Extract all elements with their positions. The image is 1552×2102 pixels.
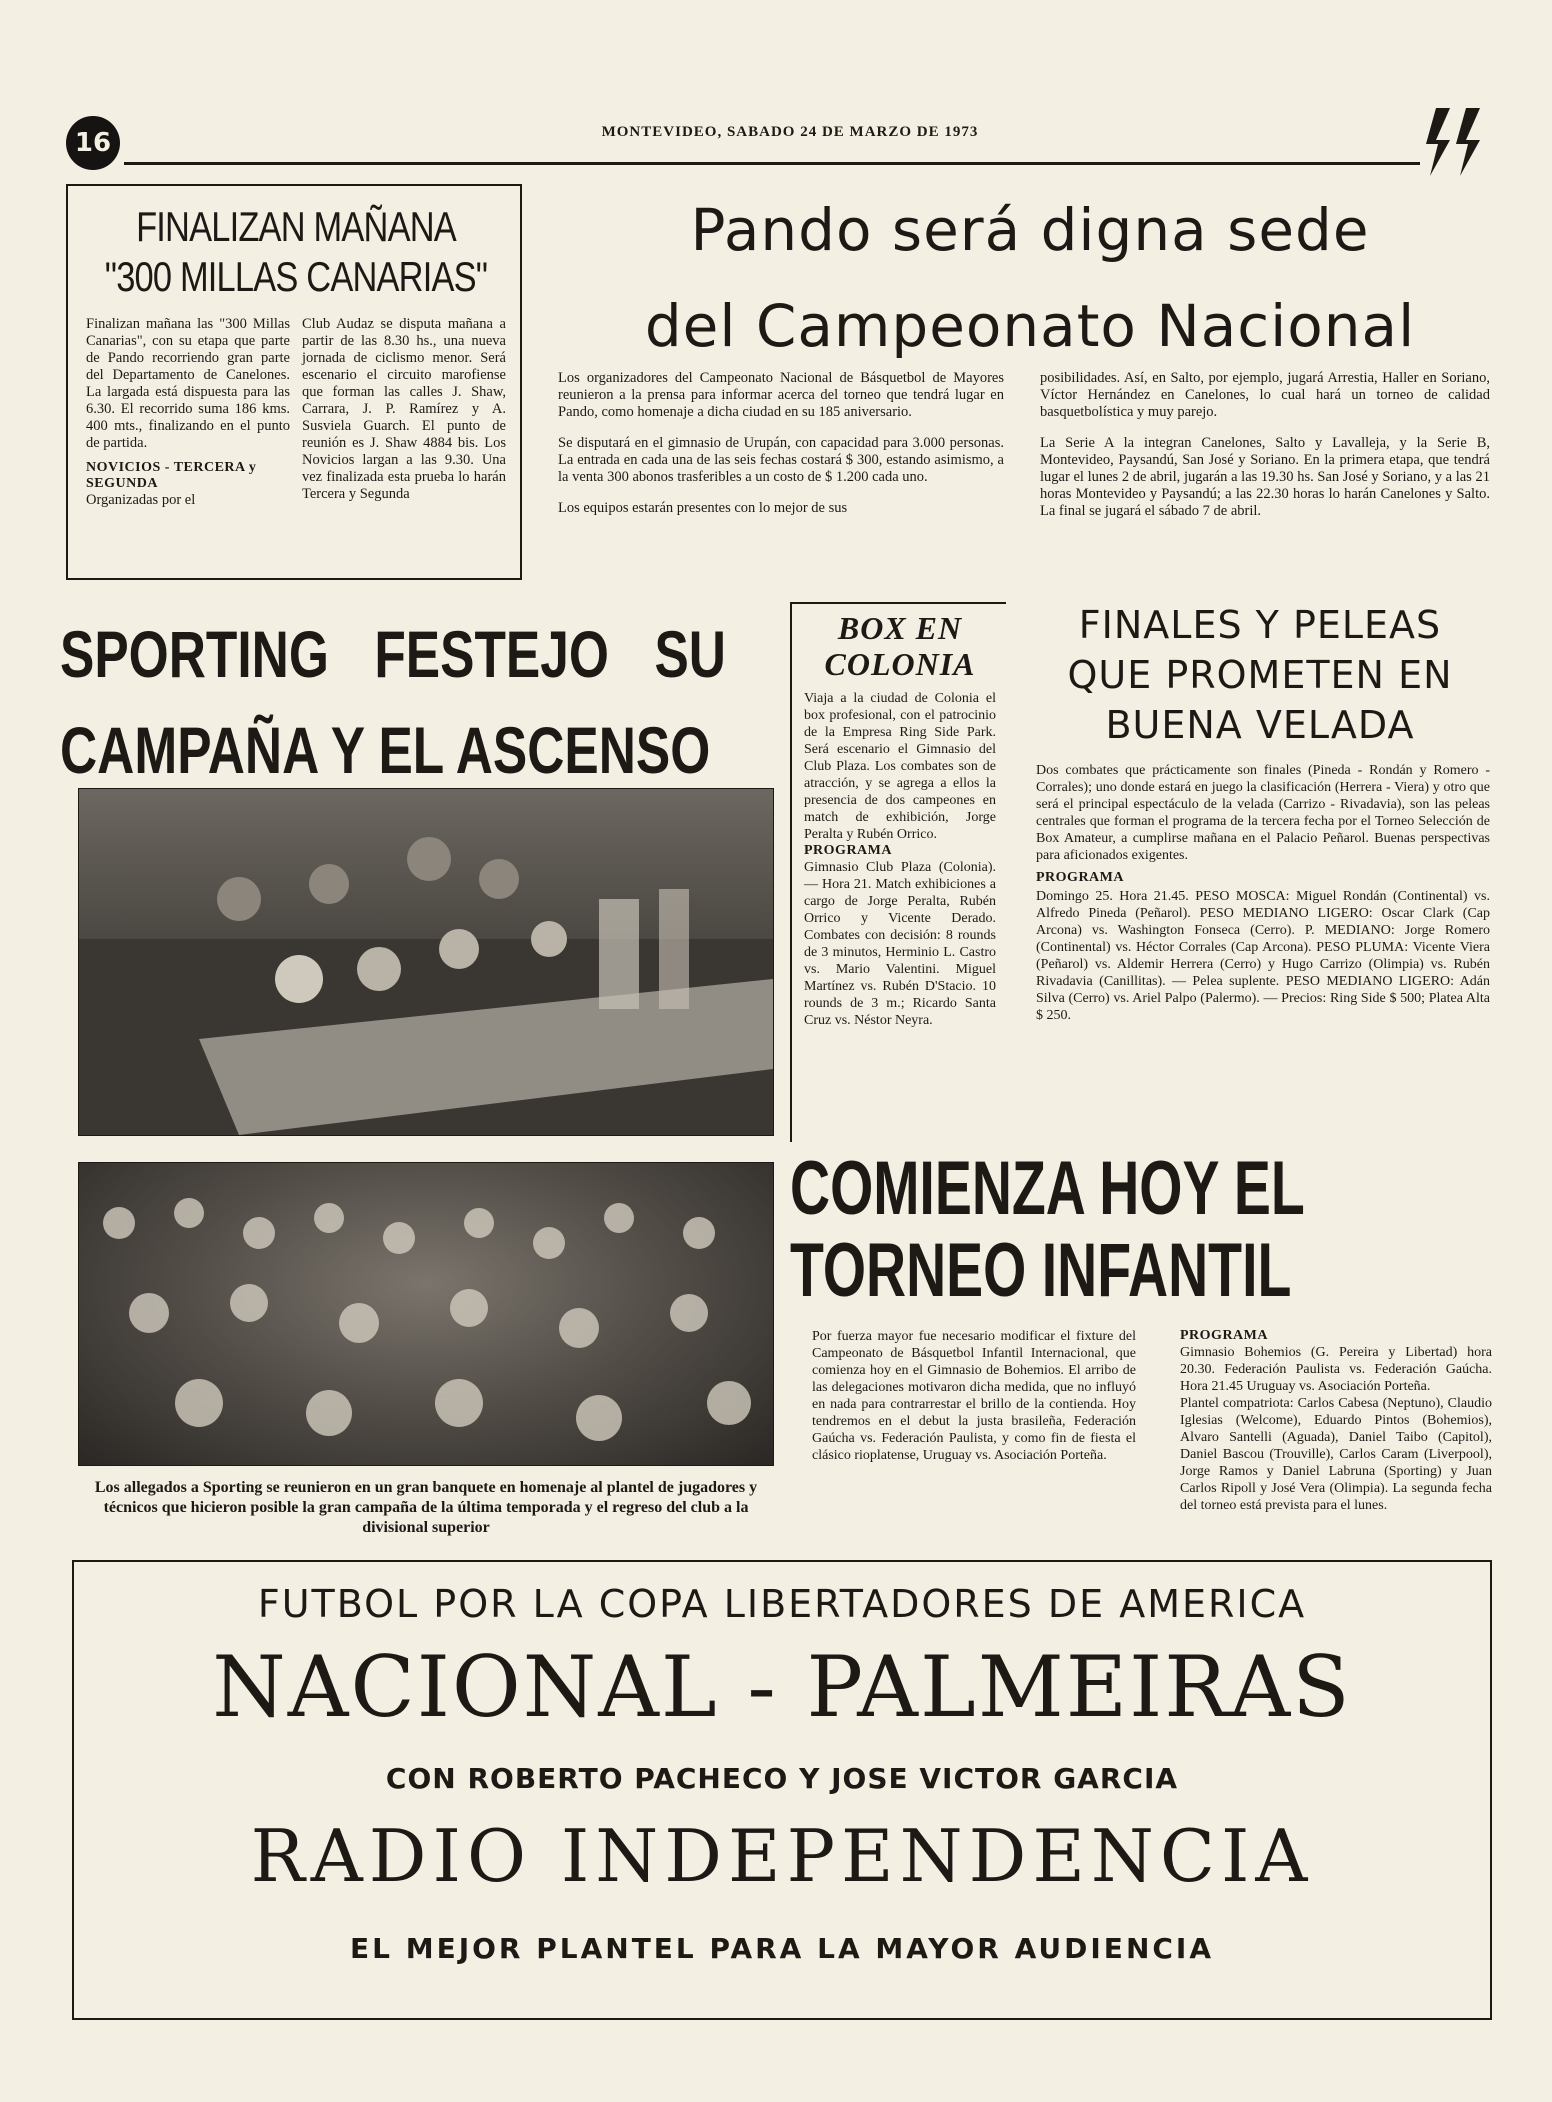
sporting-crowd-photo (78, 1162, 774, 1466)
pando-column-2 (1040, 370, 1490, 520)
pando-paragraph: Los organizadores del Campeonato Nacional de Básquetbol de Mayores reunieron a la prensa para informar acerca del torneo que tendrá lugar en Pando, como homenaje a dicha ciudad en su 185 aniversario. (558, 370, 1004, 420)
finales-headline-line-2: QUE PROMETEN EN (1067, 653, 1453, 697)
torneo-headline-line-1: COMIENZA HOY EL (790, 1146, 1305, 1231)
finales-paragraph: Domingo 25. Hora 21.45. PESO MOSCA: Miguel Rondán (Continental) vs. Alfredo Pineda (Peñarol). PESO MEDIANO LIGERO: Oscar Clark (Cap Arcona) vs. Washington Fonseca (Cerro). P. MEDIANO: Jorge Romero (Continental) vs. Héctor Corrales (Cap Arcona). PESO PLUMA: Vicente Viera (Peñarol) vs. Aldemir Herrera (Cerro) y Hugo Carrizo (Olimpia) vs. Rubén Rivadavia (Canillitas). — Pelea suplente. PESO MEDIANO LIGERO: Adán Silva (Cerro) vs. Ariel Palpo (Palermo). — Precios: Ring Side $ 500; Platea Alta $ 250. (1036, 889, 1490, 1023)
finales-paragraph: Dos combates que prácticamente son finales (Pineda - Rondán y Romero - Corrales); uno donde estará en juego la clasificación (Herrera - Viera) y otro que será el principal espectáculo de la velada (Carrizo - Rivadavia), son las peleas centrales que forman el programa de la tercera fecha por el Torneo Selección de Box Amateur, a cumplirse mañana en el Palacio Peñarol. Buenas perspectivas para aficionados exigentes. (1036, 763, 1490, 863)
ad-match-title: NACIONAL - PALMEIRAS (212, 1638, 1352, 1736)
crowd-photo-image (79, 1163, 773, 1465)
box-colonia-headline (804, 610, 996, 682)
sporting-headline (60, 606, 762, 798)
box-colonia-headline-line-2: COLONIA (824, 646, 976, 682)
millas-headline-line-2: "300 MILLAS CANARIAS" (104, 253, 488, 300)
millas-paragraph: Finalizan mañana las "300 Millas Canarias", con su etapa que parte de Pando recorriendo gran parte del Departamento de Canelones. La largada está dispuesta para las 6.30. El recorrido suma 186 kms. 400 mts., finalizando en el punto de partida. (86, 316, 290, 451)
page-number: 16 (66, 116, 120, 170)
sporting-headline-line-1: SPORTING FESTEJO SU (60, 617, 726, 691)
millas-column-1 (86, 316, 290, 509)
millas-article (66, 184, 522, 580)
pando-paragraph: La Serie A la integran Canelones, Salto y Lavalleja, y la Serie B, Montevideo, Paysandú, San José y Soriano. En la primera etapa, que tendrá lugar el lunes 2 de abril, jugarán a las 19.30 hs. San José y Soriano, y a las 21 horas Montevideo y Paysandú; a las 22.30 horas lo harán Canelones y Salto. La final se jugará el sábado 7 de abril. (1040, 435, 1490, 519)
box-colonia-article (790, 602, 1006, 1142)
torneo-paragraph: Plantel compatriota: Carlos Cabesa (Neptuno), Claudio Iglesias (Welcome), Eduardo Pintos (Bohemios), Alvaro Santelli (Aguada), Daniel Taibo (Capitol), Daniel Bascou (Trouville), Carlos Caram (Liverpool), Jorge Ramos y Daniel Labruna (Sporting) y Juan Carlos Ripoll y José Vera (Olimpia). La segunda fecha del torneo está prevista para el lunes. (1180, 1396, 1492, 1513)
torneo-column-2 (1180, 1328, 1492, 1514)
torneo-column-1 (812, 1328, 1136, 1464)
millas-columns (86, 316, 506, 509)
millas-headline-line-1: FINALIZAN MAÑANA (136, 203, 456, 250)
sporting-headline-line-2: CAMPAÑA Y EL ASCENSO (60, 713, 711, 787)
millas-subhead: NOVICIOS - TERCERA y SEGUNDA (86, 460, 257, 491)
finales-headline (1030, 600, 1490, 750)
dateline: MONTEVIDEO, SABADO 24 DE MARZO DE 1973 (601, 124, 979, 140)
millas-headline (79, 202, 514, 302)
radio-advertisement (72, 1560, 1492, 2020)
header-rule (124, 162, 1420, 165)
torneo-headline (790, 1148, 1520, 1312)
box-colonia-paragraph: Viaja a la ciudad de Colonia el box profesional, con el patrocinio de la Empresa Ring Side Park. Será escenario el Gimnasio del Club Plaza. Los combates son de atracción, y se agrega a ellos la presencia de dos campeones en match de exhibición, Jorge Peralta y Rubén Orrico. (804, 691, 996, 842)
finales-headline-line-3: BUENA VELADA (1105, 703, 1415, 747)
ad-line-1: FUTBOL POR LA COPA LIBERTADORES DE AMERICA (257, 1582, 1307, 1626)
millas-paragraph: Club Audaz se disputa mañana a partir de las 8.30 hs., una nueva jornada de ciclismo menor. Será escenario el circuito marofiense que forman las calles J. Shaw, Carrara, J. P. Ramírez y A. Susviela Guarch. El punto de reunión es J. Shaw 4884 bis. Los Novicios largan a las 9.30. Una vez finalizada esta prueba lo harán Tercera y Segunda (302, 316, 506, 502)
finales-subhead: PROGRAMA (1036, 870, 1124, 885)
pando-column-1 (558, 370, 1004, 517)
sporting-banquet-photo (78, 788, 774, 1136)
finales-body (1036, 762, 1490, 1024)
millas-column-2 (302, 316, 506, 509)
torneo-headline-line-2: TORNEO INFANTIL (790, 1228, 1292, 1313)
pando-paragraph: posibilidades. Así, en Salto, por ejemplo, jugará Arrestia, Haller en Soriano, Víctor Hernández en Canelones, lo cual hará un torneo de calidad basquetbolística y muy parejo. (1040, 370, 1490, 420)
finales-headline-line-1: FINALES Y PELEAS (1078, 603, 1442, 647)
millas-paragraph: Organizadas por el (86, 492, 196, 508)
sporting-photo-caption: Los allegados a Sporting se reunieron en un gran banquete en homenaje al plantel de jugadores y técnicos que hicieron posible la gran campaña de la última temporada y el regreso del club a la divisional superior (94, 1479, 758, 1536)
pando-headline (560, 182, 1500, 374)
box-colonia-headline-line-1: BOX EN (837, 610, 963, 646)
pando-paragraph: Se disputará en el gimnasio de Urupán, con capacidad para 3.000 personas. La entrada en cada una de las seis fechas costará $ 300, estando asimismo, a la venta 300 abonos trasferibles a un costo de $ 1.200 cada uno. (558, 435, 1004, 485)
pando-paragraph: Los equipos estarán presentes con lo mejor de sus (558, 500, 848, 516)
newspaper-logo-icon (1422, 100, 1492, 180)
torneo-subhead: PROGRAMA (1180, 1328, 1268, 1343)
banquet-photo-image (79, 789, 773, 1135)
box-colonia-subhead: PROGRAMA (804, 843, 892, 858)
ad-slogan: EL MEJOR PLANTEL PARA LA MAYOR AUDIENCIA (349, 1932, 1215, 1965)
box-colonia-paragraph: Gimnasio Club Plaza (Colonia). — Hora 21. Match exhibiciones a cargo de Jorge Peralta, Rubén Orrico y Vicente Derado. Combates con decisión: 8 rounds de 3 minutos, Herminio L. Castro vs. Mario Valentini. Miguel Martínez vs. Rubén D'Stacio. 10 rounds de 3 m.; Ricardo Santa Cruz vs. Néstor Neyra. (804, 860, 996, 1028)
pando-headline-line-2: del Campeonato Nacional (644, 292, 1416, 360)
torneo-paragraph: Por fuerza mayor fue necesario modificar el fixture del Campeonato de Básquetbol Infantil Internacional, que comienza hoy en el Gimnasio de Bohemios. El arribo de las delegaciones motivaron dicha medida, que no influyó en nada para contrarrestar el brillo de la contienda. Hoy tendremos en el debut la justa brasileña, Federación Gaúcha vs. Federación Paulista, y como fin de fiesta el clásico rioplatense, Uruguay vs. Asociación Porteña. (812, 1329, 1136, 1463)
ad-station-name: RADIO INDEPENDENCIA (250, 1814, 1314, 1898)
pando-headline-line-1: Pando será digna sede (690, 196, 1370, 264)
ad-announcers: CON ROBERTO PACHECO Y JOSE VICTOR GARCIA (385, 1762, 1179, 1795)
torneo-paragraph: Gimnasio Bohemios (G. Pereira y Libertad) hora 20.30. Federación Paulista vs. Federación Gaúcha. Hora 21.45 Uruguay vs. Asociación Porteña. (1180, 1345, 1492, 1394)
